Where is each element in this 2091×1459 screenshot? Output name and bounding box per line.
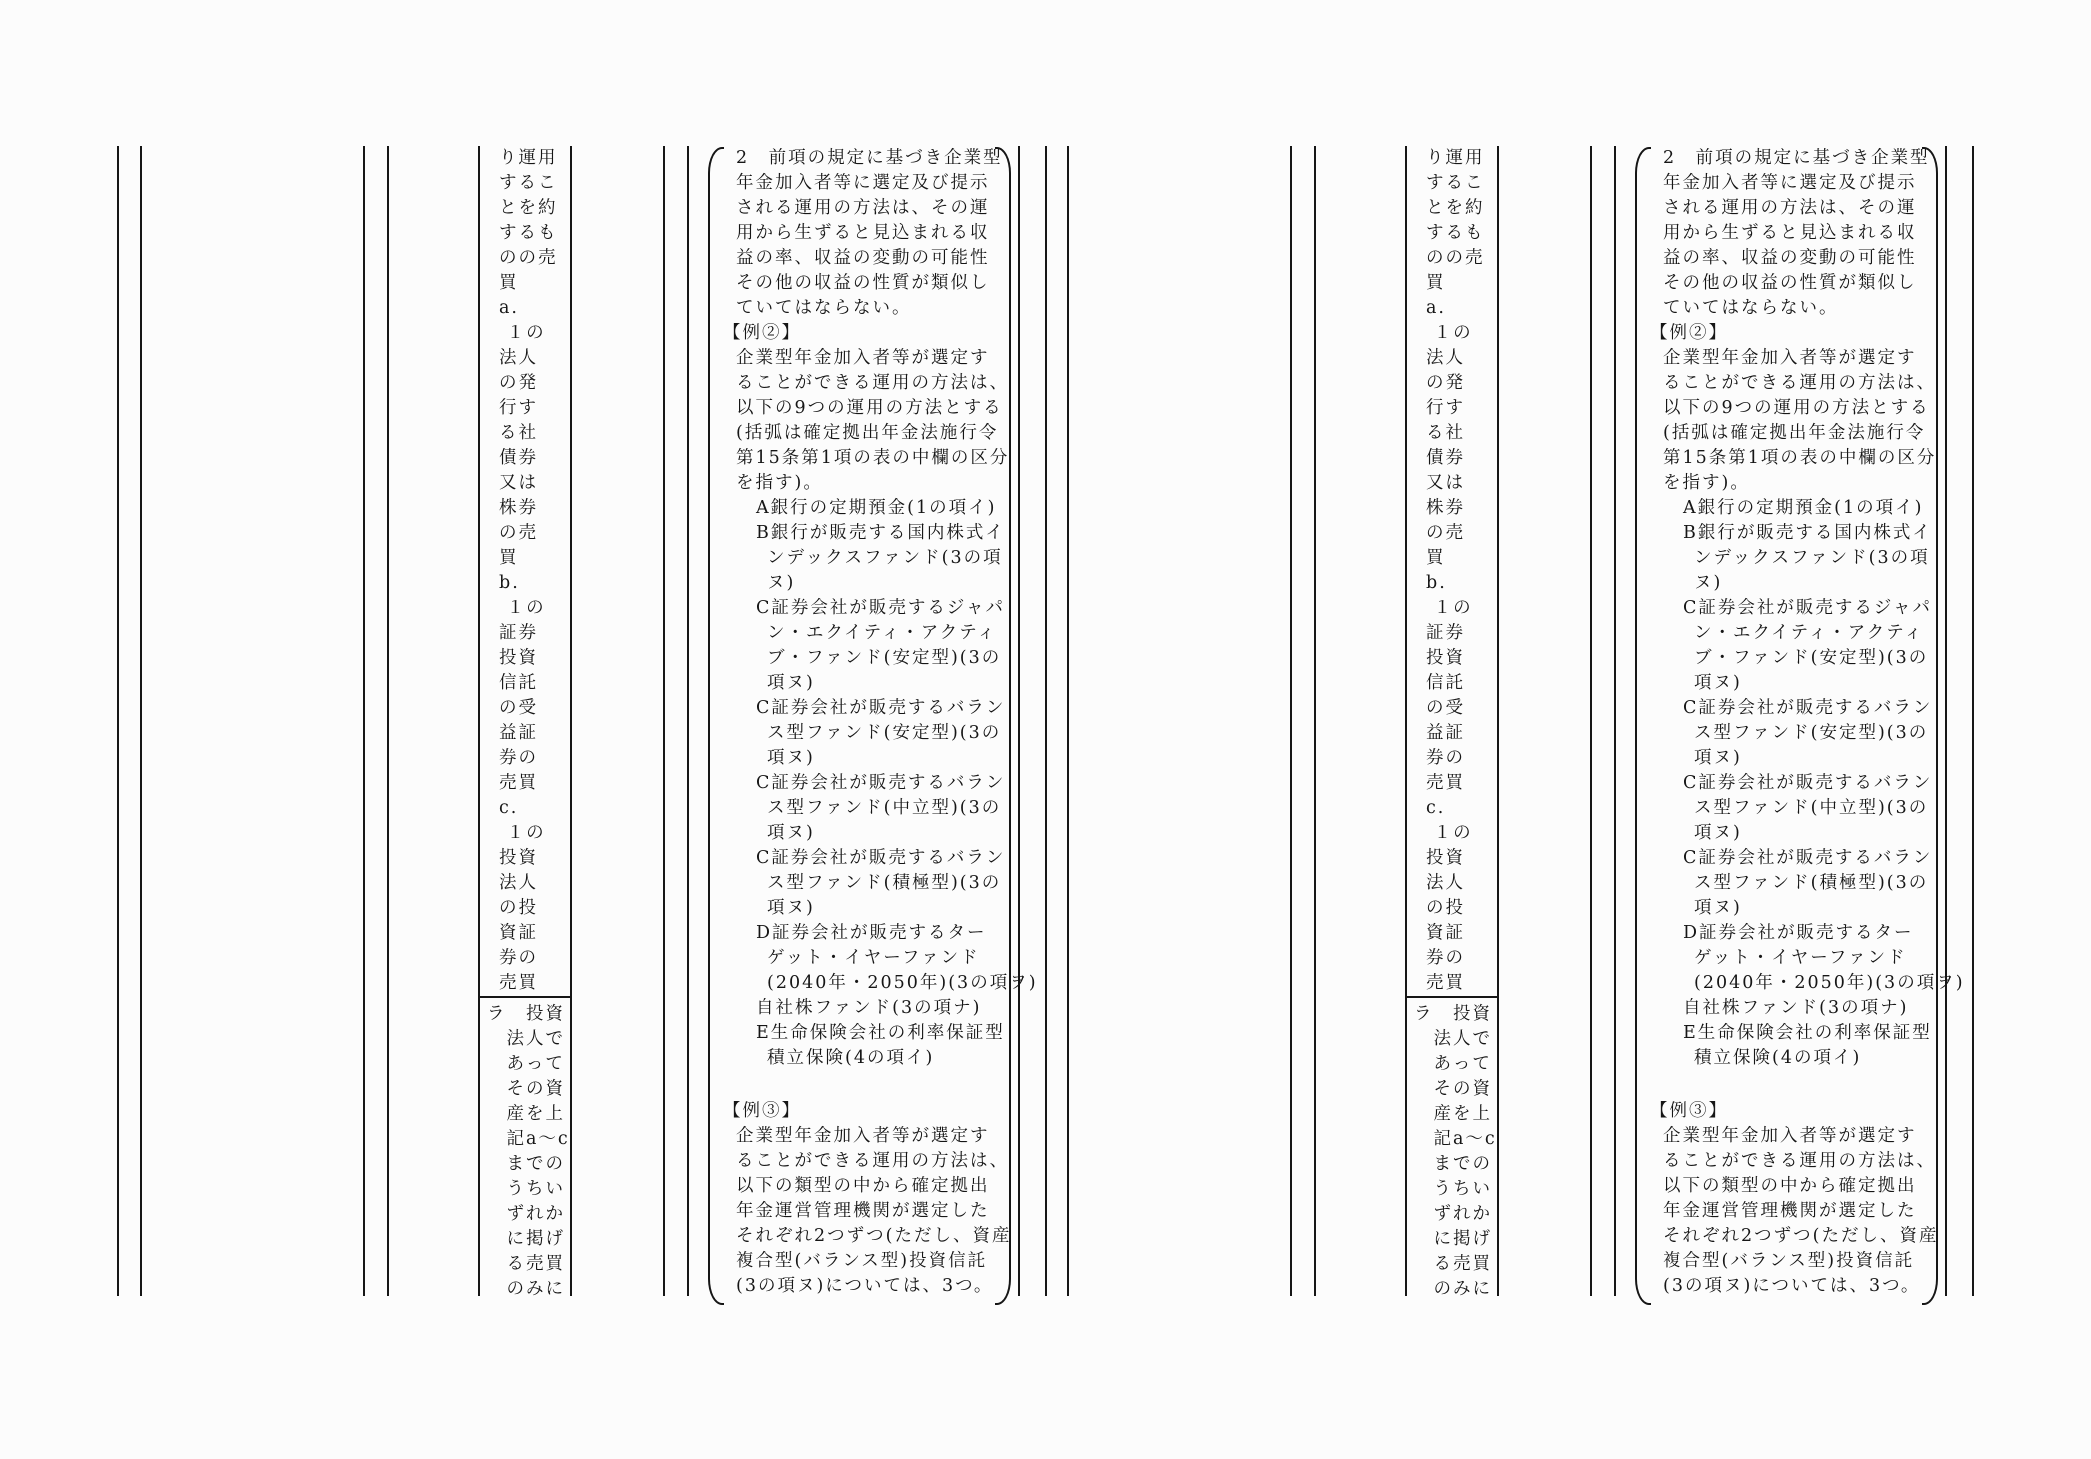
text-line: 又は xyxy=(1426,473,1465,493)
text-line: る社 xyxy=(499,423,538,443)
text-line: 企業型年金加入者等が選定す xyxy=(1663,348,1917,368)
text-line: 以下の9つの運用の方法とする xyxy=(1663,398,1930,418)
text-line: 売買 xyxy=(1426,973,1465,993)
text-line: C証券会社が販売するバラン xyxy=(756,848,1006,868)
text-line: うちい xyxy=(487,1179,565,1199)
text-line: ス型ファンド(中立型)(3の xyxy=(1694,798,1929,818)
text-line: を指す)。 xyxy=(736,473,823,493)
text-line: ゲット・イヤーファンド xyxy=(767,948,980,968)
text-line: C証券会社が販売するバラン xyxy=(756,773,1006,793)
vertical-rule xyxy=(140,146,142,1296)
text-line: １の xyxy=(499,598,546,618)
text-line: 産を上 xyxy=(487,1104,565,1124)
text-line: 複合型(バランス型)投資信託 xyxy=(736,1251,988,1271)
text-line: 法人で xyxy=(1414,1029,1492,1049)
text-line: 以下の9つの運用の方法とする xyxy=(736,398,1003,418)
vertical-rule xyxy=(1314,146,1316,1296)
text-line: ラ 投資 xyxy=(487,1004,565,1024)
text-line: ス型ファンド(安定型)(3の xyxy=(767,723,1002,743)
text-line: ス型ファンド(積極型)(3の xyxy=(1694,873,1929,893)
text-line: 複合型(バランス型)投資信託 xyxy=(1663,1251,1915,1271)
text-line: 以下の類型の中から確定拠出 xyxy=(736,1176,990,1196)
text-line: 券の xyxy=(1426,948,1465,968)
text-line: 又は xyxy=(499,473,538,493)
text-line: 益の率、収益の変動の可能性 xyxy=(1663,248,1917,268)
text-line: あって xyxy=(487,1054,565,1074)
text-line: のの売 xyxy=(1426,248,1485,268)
text-line: ていてはならない。 xyxy=(1663,298,1839,318)
text-line: 産を上 xyxy=(1414,1104,1492,1124)
text-line: 第15条第1項の表の中欄の区分 xyxy=(1663,448,1937,468)
text-line: ることができる運用の方法は、 xyxy=(1663,1151,1936,1171)
text-line: ることができる運用の方法は、 xyxy=(1663,373,1936,393)
text-line: B銀行が販売する国内株式イ xyxy=(756,523,1005,543)
text-line: 行す xyxy=(1426,398,1465,418)
text-line: １の xyxy=(499,823,546,843)
text-line: 法人 xyxy=(499,348,538,368)
text-line: A銀行の定期預金(1の項イ) xyxy=(1683,498,1924,518)
text-line: 企業型年金加入者等が選定す xyxy=(1663,1126,1917,1146)
vertical-rule xyxy=(1590,146,1592,1296)
text-line xyxy=(723,1071,1038,1099)
text-line: E生命保険会社の利率保証型 xyxy=(756,1023,1005,1043)
text-line: 【例②】 xyxy=(1650,323,1728,343)
text-line: 売買 xyxy=(499,773,538,793)
text-line: C証券会社が販売するジャパ xyxy=(1683,598,1933,618)
big-open-paren-icon xyxy=(1635,147,1651,1305)
text-line: 買 xyxy=(499,273,519,293)
text-line: ンデックスファンド(3の項 xyxy=(767,548,1003,568)
text-line: あって xyxy=(1414,1054,1492,1074)
text-line: り運用 xyxy=(1426,148,1485,168)
text-line: 証券 xyxy=(499,623,538,643)
text-line: ブ・ファンド(安定型)(3の xyxy=(1694,648,1929,668)
text-line: ゲット・イヤーファンド xyxy=(1694,948,1907,968)
text-line: 債券 xyxy=(499,448,538,468)
text-line: り運用 xyxy=(499,148,558,168)
text-line: それぞれ2つずつ(ただし、資産 xyxy=(1663,1226,1939,1246)
text-line: 【例③】 xyxy=(1650,1101,1728,1121)
text-line: る社 xyxy=(1426,423,1465,443)
text-line: 信託 xyxy=(499,673,538,693)
text-line: 第15条第1項の表の中欄の区分 xyxy=(736,448,1010,468)
sidebar-column-upper-text xyxy=(1426,146,1485,996)
text-line: 【例③】 xyxy=(723,1101,801,1121)
text-line: 資証 xyxy=(1426,923,1465,943)
text-line: 益証 xyxy=(1426,723,1465,743)
vertical-rule xyxy=(1067,146,1069,1296)
text-line: される運用の方法は、その運 xyxy=(736,198,990,218)
text-line: うちい xyxy=(1414,1179,1492,1199)
text-line: 以下の類型の中から確定拠出 xyxy=(1663,1176,1917,1196)
text-line: 年金加入者等に選定及び提示 xyxy=(1663,173,1917,193)
text-line: ス型ファンド(中立型)(3の xyxy=(767,798,1002,818)
text-line: のみに xyxy=(487,1279,565,1299)
text-line xyxy=(1650,1071,1965,1099)
text-line: ることができる運用の方法は、 xyxy=(736,373,1009,393)
text-line: １の xyxy=(1426,823,1473,843)
text-line: る売買 xyxy=(487,1254,565,1274)
text-line: 益証 xyxy=(499,723,538,743)
text-line: 積立保険(4の項イ) xyxy=(767,1048,935,1068)
text-line: ブ・ファンド(安定型)(3の xyxy=(767,648,1002,668)
text-line: 記a〜c xyxy=(487,1129,570,1149)
text-line: E生命保険会社の利率保証型 xyxy=(1683,1023,1932,1043)
text-line: 項ヌ) xyxy=(767,823,815,843)
vertical-rule xyxy=(117,146,119,1296)
text-line: 用から生ずると見込まれる収 xyxy=(1663,223,1917,243)
text-line: C証券会社が販売するバラン xyxy=(756,698,1006,718)
text-line: に掲げ xyxy=(1414,1229,1492,1249)
text-line: その資 xyxy=(487,1079,565,1099)
text-line: の受 xyxy=(499,698,538,718)
text-line: 項ヌ) xyxy=(767,898,815,918)
text-line: 法人 xyxy=(499,873,538,893)
text-line: a. xyxy=(1426,298,1446,318)
text-line: 法人で xyxy=(487,1029,565,1049)
text-line: b. xyxy=(499,573,520,593)
text-line: ス型ファンド(積極型)(3の xyxy=(767,873,1002,893)
text-line: 買 xyxy=(1426,548,1446,568)
text-line: を指す)。 xyxy=(1663,473,1750,493)
vertical-rule xyxy=(1405,146,1407,1296)
text-line: 法人 xyxy=(1426,348,1465,368)
text-line: の売 xyxy=(499,523,538,543)
text-line: 資証 xyxy=(499,923,538,943)
text-line: 投資 xyxy=(499,648,538,668)
text-line: 券の xyxy=(499,948,538,968)
text-line: 券の xyxy=(1426,748,1465,768)
text-line: 企業型年金加入者等が選定す xyxy=(736,348,990,368)
text-line: B銀行が販売する国内株式イ xyxy=(1683,523,1932,543)
text-line: a. xyxy=(499,298,519,318)
vertical-rule xyxy=(1045,146,1047,1296)
provision-text-block xyxy=(1650,146,1965,1299)
text-line: するこ xyxy=(499,173,558,193)
text-line: 信託 xyxy=(1426,673,1465,693)
text-line: 積立保険(4の項イ) xyxy=(1694,1048,1862,1068)
text-line: の受 xyxy=(1426,698,1465,718)
sidebar-column-box-text xyxy=(487,1002,570,1302)
text-line: 企業型年金加入者等が選定す xyxy=(736,1126,990,1146)
text-line: 債券 xyxy=(1426,448,1465,468)
text-line: される運用の方法は、その運 xyxy=(1663,198,1917,218)
text-line: 法人 xyxy=(1426,873,1465,893)
vertical-rule xyxy=(478,146,480,1296)
text-line: までの xyxy=(487,1154,565,1174)
text-line: するこ xyxy=(1426,173,1485,193)
text-line: 項ヌ) xyxy=(1694,748,1742,768)
text-line: 2 前項の規定に基づき企業型 xyxy=(736,148,1003,168)
text-line: る売買 xyxy=(1414,1254,1492,1274)
text-line: (3の項ヌ)については、3つ。 xyxy=(1663,1276,1921,1296)
text-line: (括弧は確定拠出年金法施行令 xyxy=(736,423,999,443)
text-line: 年金運営管理機関が選定した xyxy=(736,1201,990,1221)
text-line: (括弧は確定拠出年金法施行令 xyxy=(1663,423,1926,443)
text-line: A銀行の定期預金(1の項イ) xyxy=(756,498,997,518)
text-line: ヌ) xyxy=(767,573,796,593)
text-line: 行す xyxy=(499,398,538,418)
text-line: b. xyxy=(1426,573,1447,593)
text-line: 証券 xyxy=(1426,623,1465,643)
text-line: するも xyxy=(499,223,558,243)
text-line: 投資 xyxy=(1426,848,1465,868)
text-line: の発 xyxy=(499,373,538,393)
vertical-rule xyxy=(687,146,689,1296)
vertical-rule xyxy=(1972,146,1974,1296)
text-line: D証券会社が販売するター xyxy=(756,923,987,943)
text-line: 売買 xyxy=(1426,773,1465,793)
text-line: の投 xyxy=(499,898,538,918)
text-line: ン・エクイティ・アクティ xyxy=(1694,623,1924,643)
text-line: 項ヌ) xyxy=(1694,673,1742,693)
text-line: (2040年・2050年)(3の項ヲ) xyxy=(1694,973,1965,993)
text-line: 株券 xyxy=(499,498,538,518)
row-divider xyxy=(478,996,572,998)
vertical-rule xyxy=(1614,146,1616,1296)
text-line: 売買 xyxy=(499,973,538,993)
text-line: その他の収益の性質が類似し xyxy=(736,273,990,293)
text-line: その他の収益の性質が類似し xyxy=(1663,273,1917,293)
text-line: 【例②】 xyxy=(723,323,801,343)
sidebar-column-upper-text xyxy=(499,146,558,996)
text-line: c. xyxy=(1426,798,1446,818)
text-line: 株券 xyxy=(1426,498,1465,518)
text-line: 年金運営管理機関が選定した xyxy=(1663,1201,1917,1221)
text-line: C証券会社が販売するバラン xyxy=(1683,773,1933,793)
row-divider xyxy=(1405,996,1499,998)
text-line: (3の項ヌ)については、3つ。 xyxy=(736,1276,994,1296)
text-line: 自社株ファンド(3の項ナ) xyxy=(756,998,982,1018)
text-line: 自社株ファンド(3の項ナ) xyxy=(1683,998,1909,1018)
text-line: その資 xyxy=(1414,1079,1492,1099)
text-line: の投 xyxy=(1426,898,1465,918)
text-line: ていてはならない。 xyxy=(736,298,912,318)
big-open-paren-icon xyxy=(708,147,724,1305)
vertical-rule xyxy=(1497,146,1499,1296)
text-line: の発 xyxy=(1426,373,1465,393)
text-line: 項ヌ) xyxy=(767,748,815,768)
text-line: 券の xyxy=(499,748,538,768)
text-line: 記a〜c xyxy=(1414,1129,1497,1149)
text-line: に掲げ xyxy=(487,1229,565,1249)
vertical-rule xyxy=(1290,146,1292,1296)
text-line: 用から生ずると見込まれる収 xyxy=(736,223,990,243)
vertical-rule xyxy=(663,146,665,1296)
text-line: 投資 xyxy=(1426,648,1465,668)
text-line: の売 xyxy=(1426,523,1465,543)
text-line: １の xyxy=(499,323,546,343)
text-line: ることができる運用の方法は、 xyxy=(736,1151,1009,1171)
text-line: のの売 xyxy=(499,248,558,268)
text-line: とを約 xyxy=(1426,198,1485,218)
text-line: C証券会社が販売するバラン xyxy=(1683,848,1933,868)
vertical-rule xyxy=(570,146,572,1296)
text-line: ンデックスファンド(3の項 xyxy=(1694,548,1930,568)
text-line: 年金加入者等に選定及び提示 xyxy=(736,173,990,193)
text-line: 項ヌ) xyxy=(767,673,815,693)
text-line: 2 前項の規定に基づき企業型 xyxy=(1663,148,1930,168)
text-line: (2040年・2050年)(3の項ヲ) xyxy=(767,973,1038,993)
vertical-rule xyxy=(387,146,389,1296)
text-line: 益の率、収益の変動の可能性 xyxy=(736,248,990,268)
text-line: c. xyxy=(499,798,519,818)
text-line: 買 xyxy=(1426,273,1446,293)
text-line: とを約 xyxy=(499,198,558,218)
provision-text-block xyxy=(723,146,1038,1299)
vertical-rule xyxy=(363,146,365,1296)
text-line: D証券会社が販売するター xyxy=(1683,923,1914,943)
text-line: 投資 xyxy=(499,848,538,868)
text-line: C証券会社が販売するバラン xyxy=(1683,698,1933,718)
text-line: 項ヌ) xyxy=(1694,823,1742,843)
text-line: １の xyxy=(1426,323,1473,343)
text-line: ヌ) xyxy=(1694,573,1723,593)
text-line: ずれか xyxy=(1414,1204,1492,1224)
text-line: のみに xyxy=(1414,1279,1492,1299)
text-line: までの xyxy=(1414,1154,1492,1174)
text-line: １の xyxy=(1426,598,1473,618)
text-line: ス型ファンド(安定型)(3の xyxy=(1694,723,1929,743)
text-line: ン・エクイティ・アクティ xyxy=(767,623,997,643)
sidebar-column-box-text xyxy=(1414,1002,1497,1302)
text-line: C証券会社が販売するジャパ xyxy=(756,598,1006,618)
text-line: ラ 投資 xyxy=(1414,1004,1492,1024)
text-line: それぞれ2つずつ(ただし、資産 xyxy=(736,1226,1012,1246)
text-line: 項ヌ) xyxy=(1694,898,1742,918)
text-line: 買 xyxy=(499,548,519,568)
text-line: ずれか xyxy=(487,1204,565,1224)
text-line: するも xyxy=(1426,223,1485,243)
